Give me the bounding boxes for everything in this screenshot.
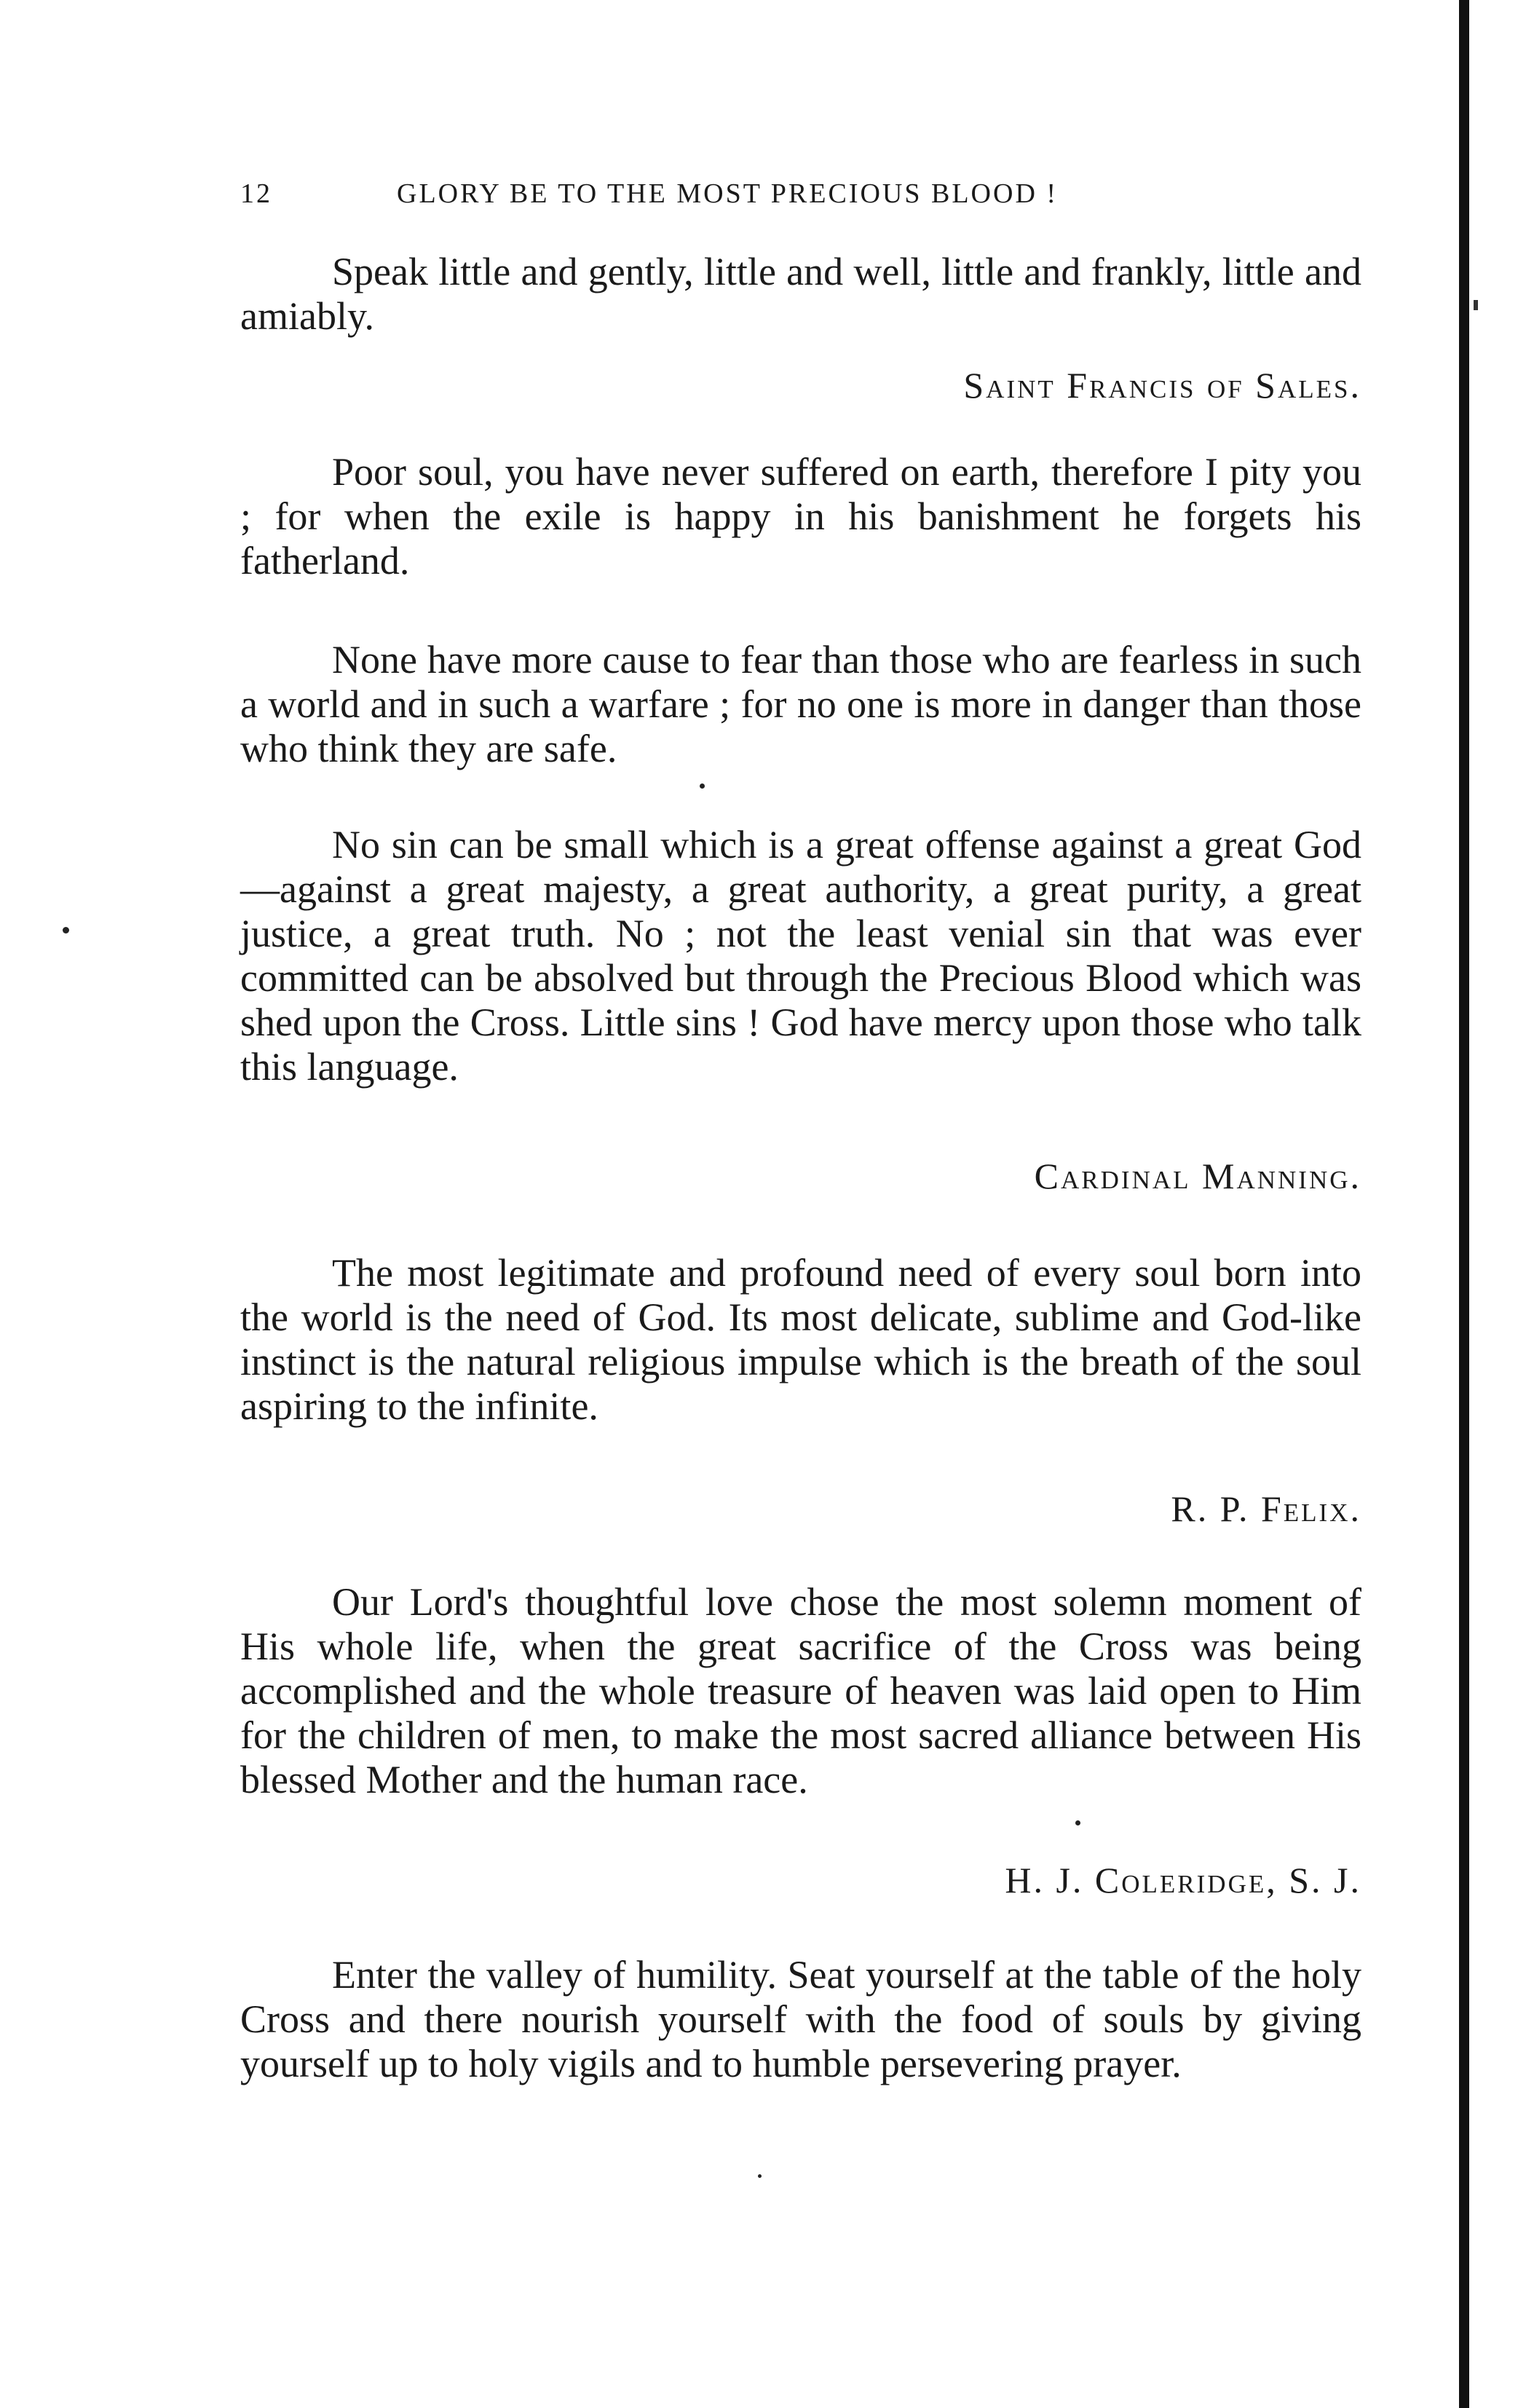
page-header (240, 178, 1209, 221)
passage-7-text: Enter the valley of humility. Seat yourself at the table of the holy Cross and there nourish yourself with the food of souls by giving yourself up to holy vigils and to humble persevering prayer. (240, 1953, 1361, 2085)
passage-3-text: None have more cause to fear than those who are fearless in such a world and in such a warfare ; for no one is more in danger than those who think they are safe. (240, 638, 1361, 770)
passage-6-text: Our Lord's thoughtful love chose the most solemn moment of His whole life, when the great sacrifice of the Cross was being accomplished and the whole treasure of heaven was laid open to Him for the children of men, to make the most sacred alliance between His blessed Mother and the human race. (240, 1580, 1361, 1801)
passage-5-text: The most legitimate and profound need of every soul born into the world is the need of God. Its most delicate, sublime and God-like instinct is the natural religious impulse which is the breath of the soul aspiring to the infinite. (240, 1251, 1361, 1428)
passage-2-text: Poor soul, you have never suffered on earth, therefore I pity you ; for when the exile is happy in his banishment he forgets his fatherland. (240, 450, 1361, 583)
passage-6-attribution: H. J. Coleridge, S. J. (1005, 1860, 1361, 1900)
page-edge-shadow (1459, 0, 1469, 2408)
passage-1-attribution: Saint Francis of Sales. (963, 365, 1361, 406)
passage-5-attribution: R. P. Felix. (1171, 1488, 1361, 1529)
passage-4-text: No sin can be small which is a great offense against a great God—against a great majesty, a great authority, a great purity, a great justice, a great truth. No ; not the least venial sin that was ever committed can be absolved but through the Precious Blood which was shed upon the Cross. Little sins ! God have mercy upon those who talk this language. (240, 823, 1361, 1089)
stray-ink-mark (63, 927, 69, 933)
stray-ink-mark (1075, 1820, 1080, 1825)
passage-4-attribution: Cardinal Manning. (1034, 1156, 1361, 1196)
stray-ink-mark (758, 2174, 762, 2178)
stray-ink-mark (700, 783, 705, 789)
running-title: GLORY BE TO THE MOST PRECIOUS BLOOD ! (397, 178, 1059, 209)
page-edge-mark (1474, 300, 1478, 310)
passage-1-text: Speak little and gently, little and well, little and frankly, little and amiably. (240, 250, 1361, 338)
page-number: 12 (240, 178, 272, 209)
